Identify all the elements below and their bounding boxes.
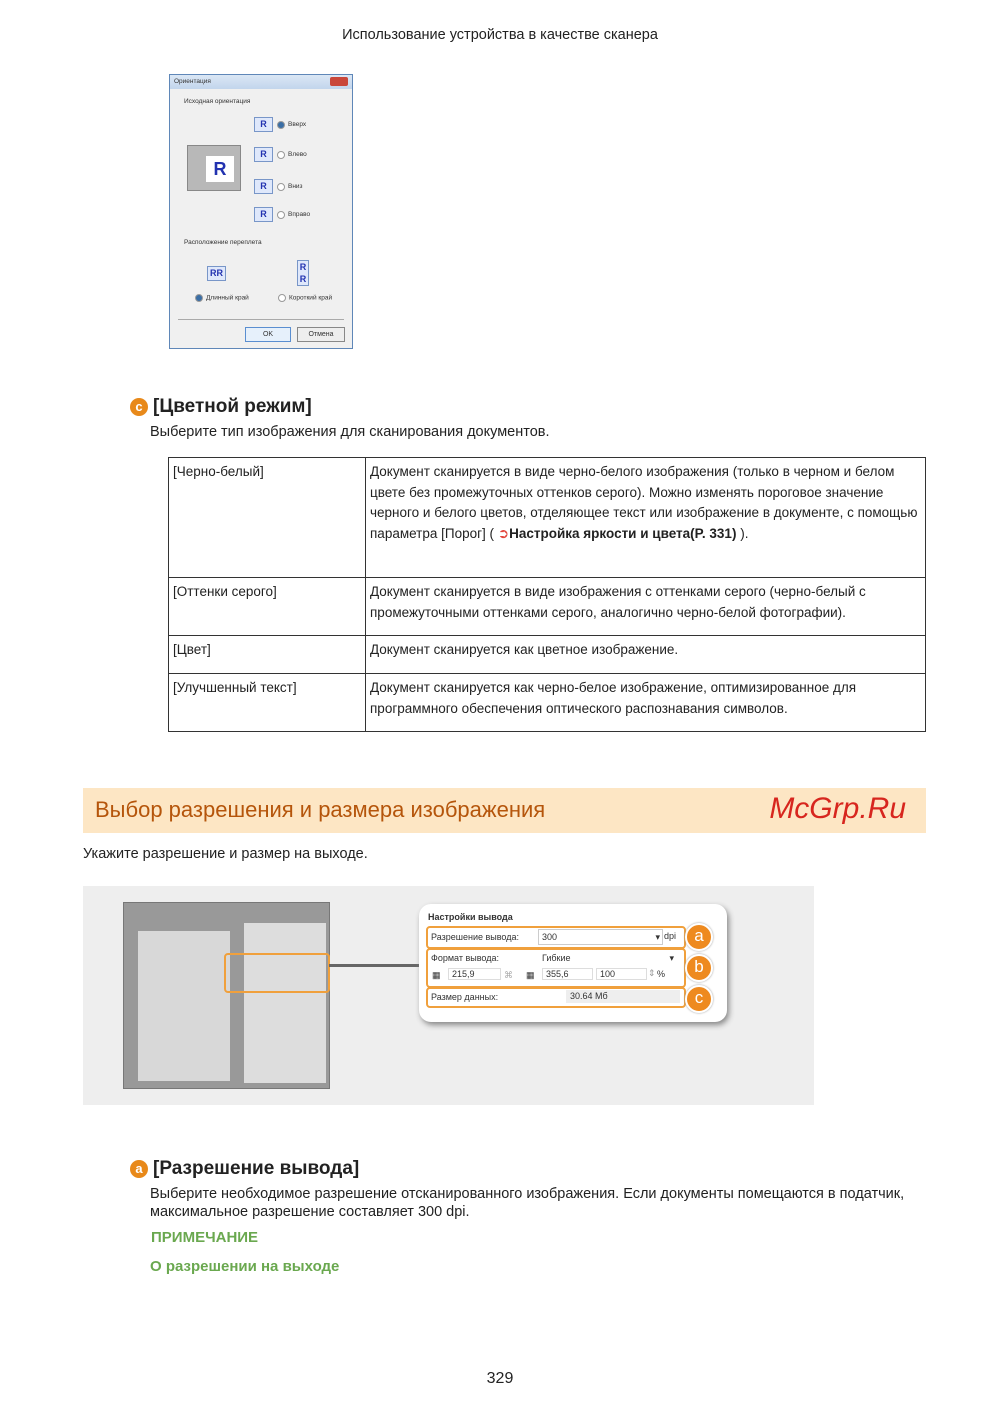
heading-text: [Цветной режим] [153, 396, 312, 417]
scale-input[interactable]: 100 [596, 968, 647, 980]
resolution-heading [130, 1158, 359, 1180]
table-row [169, 578, 926, 636]
badge-a-icon: a [130, 1160, 148, 1178]
cell-desc: Документ сканируется в виде изображения с оттенками серого (черно-белый с промежуточными оттенками серого, аналогично черно-белой фотографии). [366, 578, 926, 636]
radio-icon[interactable] [278, 294, 286, 302]
resolution-label: Разрешение вывода: [431, 932, 519, 942]
group-label: Исходная ориентация [184, 98, 251, 105]
orientation-down-icon: R [254, 179, 273, 194]
resolution-row [426, 926, 686, 949]
brightness-link[interactable]: Настройка яркости и цвета(P. 331) [509, 525, 737, 541]
format-label: Формат вывода: [431, 953, 499, 963]
highlight-box [224, 953, 330, 993]
output-resolution-link[interactable]: О разрешении на выходе [150, 1258, 340, 1275]
option-left[interactable] [254, 147, 307, 162]
callout-line [329, 964, 419, 967]
group-label: Расположение переплета [184, 239, 262, 246]
section-title: Выбор разрешения и размера изображения [95, 797, 546, 822]
radio-icon[interactable] [277, 121, 285, 129]
unit-label: dpi [664, 931, 677, 941]
table-row [169, 636, 926, 674]
panel-title: Настройки вывода [428, 912, 513, 922]
percent-label: % [657, 969, 666, 979]
height-icon: ▦ [526, 970, 535, 980]
data-size-row [426, 987, 686, 1008]
spinner-icon[interactable]: ⇕ [648, 968, 656, 978]
cancel-button[interactable]: Отмена [297, 327, 345, 342]
section-band [83, 788, 926, 833]
radio-icon[interactable] [277, 183, 285, 191]
close-icon[interactable] [330, 77, 348, 86]
option-right[interactable] [254, 207, 310, 222]
orientation-right-icon: R [254, 207, 273, 222]
chevron-down-icon: ▾ [655, 932, 660, 942]
section-intro: Укажите разрешение и размер на выходе. [83, 846, 368, 862]
scanner-preview-icon: R [187, 145, 241, 191]
scanner-screenshot [83, 886, 814, 1105]
color-mode-table [168, 457, 926, 732]
orientation-dialog [169, 74, 353, 349]
watermark: McGrp.Ru [769, 792, 906, 825]
option-label: Длинный край [206, 294, 249, 302]
long-edge-icon: RR [207, 266, 226, 281]
width-icon: ▦ [432, 970, 441, 980]
option-label: Вниз [288, 183, 303, 191]
page-number: 329 [486, 1370, 514, 1387]
size-value: 30.64 Мб [566, 990, 680, 1003]
format-row [426, 948, 686, 988]
table-row [169, 458, 926, 578]
badge-a-icon: a [685, 923, 713, 951]
link-icon[interactable]: ⌘ [504, 970, 513, 980]
desc-text: Документ сканируется в виде черно-белого изображения (только в черном и белом цвете без промежуточных оттенков серого). Можно изменять пороговое значение черного и белого цветов, отделяющее текст или изображение в документе, с помощью параметра [Порог] ( [370, 464, 918, 541]
option-label: Вправо [288, 211, 311, 219]
badge-c-icon: c [685, 985, 713, 1013]
table-row [169, 674, 926, 732]
radio-icon[interactable] [277, 211, 285, 219]
divider [178, 319, 344, 320]
badge-b-icon: b [685, 954, 713, 982]
dialog-title: Ориентация [170, 75, 352, 89]
binding-long[interactable] [195, 294, 249, 302]
option-label: Влево [288, 151, 307, 159]
format-select[interactable] [542, 952, 676, 964]
size-label: Размер данных: [431, 992, 499, 1002]
desc-tail: ). [740, 525, 749, 541]
height-input[interactable]: 355,6 [542, 968, 593, 980]
orientation-left-icon: R [254, 147, 273, 162]
radio-icon[interactable] [277, 151, 285, 159]
link-arrow-icon: ➲ [497, 525, 510, 541]
cell-name: [Оттенки серого] [169, 578, 366, 636]
ok-button[interactable]: OK [245, 327, 291, 342]
resolution-text: Выберите необходимое разрешение отсканированного изображения. Если документы помещаются в податчик, максимальное разрешение составляет 300 dpi. [150, 1186, 905, 1220]
radio-icon[interactable] [195, 294, 203, 302]
resolution-value: 300 [542, 932, 558, 942]
option-label: Вверх [288, 121, 307, 129]
option-up[interactable] [254, 117, 306, 132]
binding-short[interactable] [278, 294, 332, 302]
color-mode-heading [130, 396, 312, 418]
short-edge-icon: R R [297, 260, 309, 286]
cell-name: [Улучшенный текст] [169, 674, 366, 732]
color-mode-intro: Выберите тип изображения для сканирования документов. [150, 424, 550, 440]
cell-desc [366, 458, 926, 578]
page-header: Использование устройства в качестве сканера [342, 27, 658, 43]
cell-desc: Документ сканируется как черно-белое изображение, оптимизированное для программного обеспечения оптического распознавания символов. [366, 674, 926, 732]
option-down[interactable] [254, 179, 303, 194]
app-window-thumbnail [123, 902, 330, 1089]
resolution-select[interactable] [538, 929, 663, 945]
output-settings-panel [419, 904, 727, 1022]
option-label: Короткий край [289, 294, 333, 302]
preview-area [138, 931, 230, 1081]
note-label: ПРИМЕЧАНИЕ [151, 1229, 259, 1246]
badge-c-icon: c [130, 398, 148, 416]
cell-name: [Цвет] [169, 636, 366, 674]
settings-panel-thumb [244, 923, 326, 1083]
heading-text: [Разрешение вывода] [153, 1158, 360, 1179]
width-input[interactable]: 215,9 [448, 968, 501, 980]
cell-name: [Черно-белый] [169, 458, 366, 578]
format-value: Гибкие [542, 953, 571, 963]
cell-desc: Документ сканируется как цветное изображение. [366, 636, 926, 674]
chevron-down-icon: ▾ [669, 953, 674, 963]
orientation-up-icon: R [254, 117, 273, 132]
